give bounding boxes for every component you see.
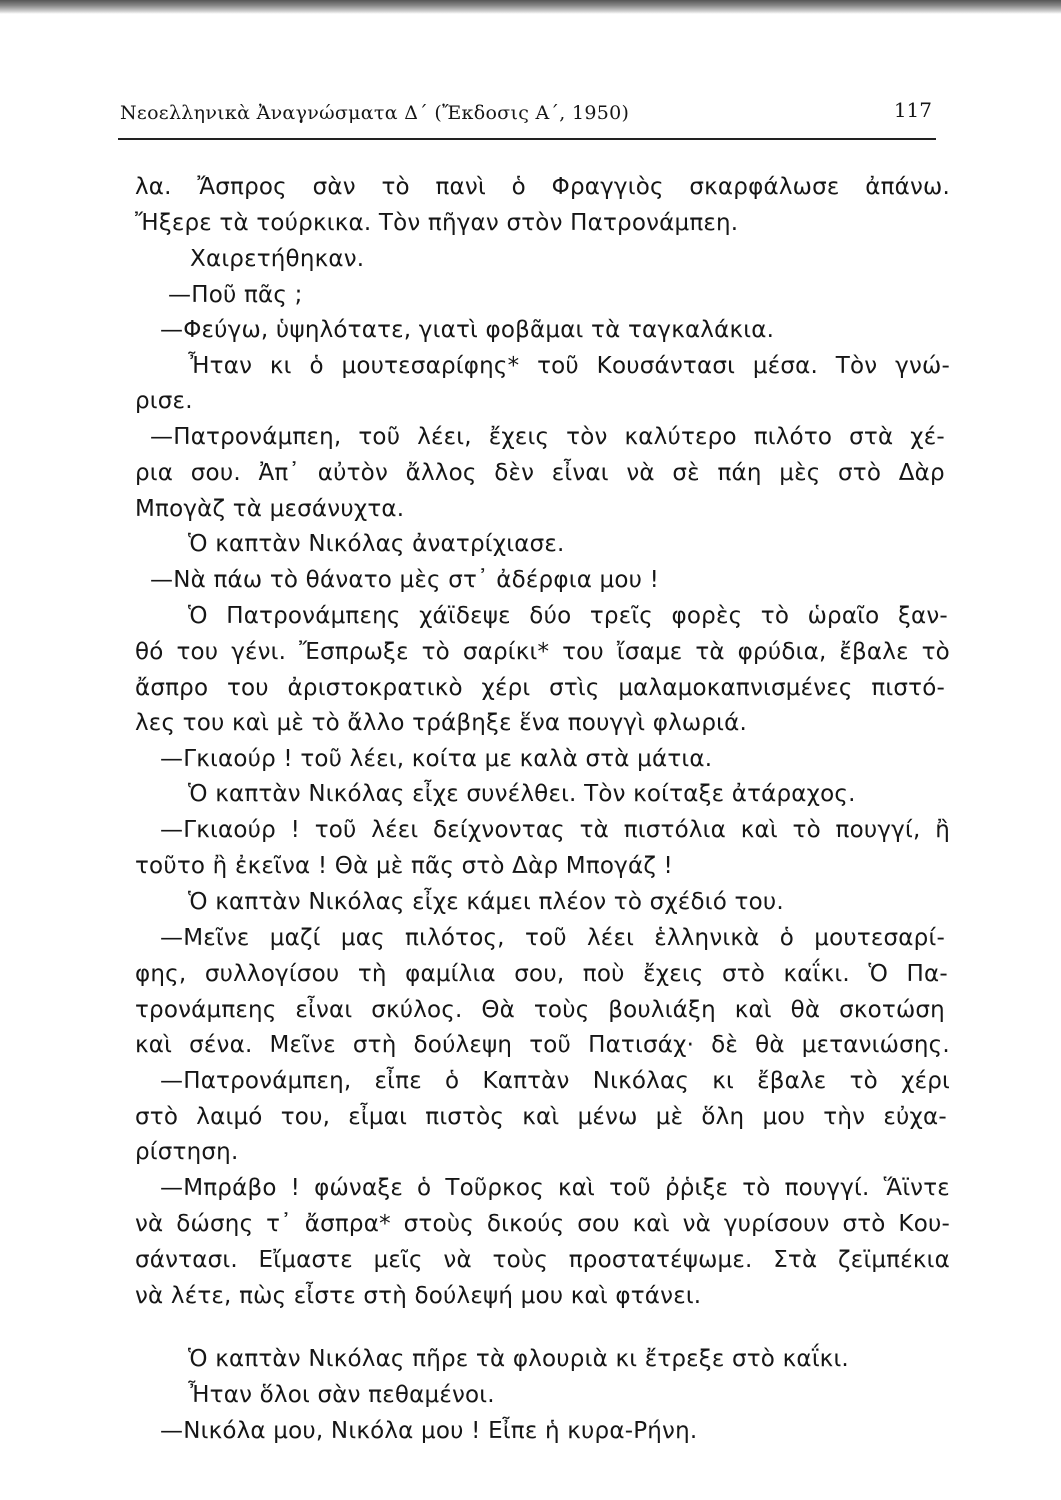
text-line: —Νὰ πάω τὸ θάνατο μὲς στ᾿ ἀδέρφια μου ! [150, 567, 660, 593]
header-title: Νεοελληνικὰ Ἀναγνώσματα Δ΄ (Ἔκδοσις Α΄, 1950) [120, 102, 630, 124]
text-line: Ἦταν ὅλοι σὰν πεθαμένοι. [188, 1382, 495, 1408]
text-line: φης, συλλογίσου τὴ φαμίλια σου, ποὺ ἔχεις στὸ καΐκι. Ὁ Πα- [135, 961, 948, 987]
text-line: σάντασι. Εἴμαστε μεῖς νὰ τοὺς προστατέψωμε. Στὰ ζεϊμπέκια [135, 1247, 950, 1273]
text-line: Ἦταν κι ὁ μουτεσαρίφης* τοῦ Κουσάντασι μέσα. Τὸν γνώ- [188, 353, 950, 379]
text-line: τρονάμπεης εἶναι σκύλος. Θὰ τοὺς βουλιάξη καὶ θὰ σκοτώση [135, 997, 945, 1023]
text-line: τοῦτο ἢ ἐκεῖνα ! Θὰ μὲ πᾶς στὸ Δὰρ Μπογάζ ! [135, 853, 673, 879]
text-line: —Γκιαούρ ! τοῦ λέει, κοίτα με καλὰ στὰ μάτια. [160, 746, 713, 772]
text-line: Μπογὰζ τὰ μεσάνυχτα. [135, 496, 405, 522]
text-line: λα. Ἄσπρος σὰν τὸ πανὶ ὁ Φραγγιὸς σκαρφάλωσε ἀπάνω. [135, 174, 950, 200]
text-line: λες του καὶ μὲ τὸ ἄλλο τράβηξε ἕνα πουγγὶ φλωριά. [135, 710, 748, 736]
text-line: Ἤξερε τὰ τούρκικα. Τὸν πῆγαν στὸν Πατρονάμπεη. [135, 210, 739, 236]
text-line: Ὁ καπτὰν Νικόλας εἶχε συνέλθει. Τὸν κοίταξε ἀτάραχος. [188, 781, 856, 807]
text-line: Ὁ καπτὰν Νικόλας ἀνατρίχιασε. [188, 531, 565, 557]
text-line: θό του γένι. Ἔσπρωξε τὸ σαρίκι* του ἴσαμε τὰ φρύδια, ἔβαλε τὸ [135, 639, 950, 665]
text-line: νὰ λέτε, πὼς εἶστε στὴ δούλεψή μου καὶ φτάνει. [135, 1283, 702, 1309]
text-line: Χαιρετήθηκαν. [190, 246, 365, 272]
text-line: ρίστηση. [135, 1139, 239, 1165]
text-line: ἄσπρο του ἀριστοκρατικὸ χέρι στὶς μαλαμοκαπνισμένες πιστό- [135, 675, 945, 701]
page-number: 117 [893, 98, 932, 122]
text-line: —Γκιαούρ ! τοῦ λέει δείχνοντας τὰ πιστόλια καὶ τὸ πουγγί, ἢ [160, 817, 950, 843]
text-line: ρια σου. Ἀπ᾿ αὐτὸν ἄλλος δὲν εἶναι νὰ σὲ πάη μὲς στὸ Δὰρ [135, 460, 945, 486]
text-line: —Μεῖνε μαζί μας πιλότος, τοῦ λέει ἑλληνικὰ ὁ μουτεσαρί- [160, 925, 945, 951]
text-line: στὸ λαιμό του, εἶμαι πιστὸς καὶ μένω μὲ ὅλη μου τὴν εὐχα- [135, 1104, 947, 1130]
text-line: —Νικόλα μου, Νικόλα μου ! Εἶπε ἡ κυρα-Ρήνη. [160, 1418, 698, 1444]
text-line: Ὁ καπτὰν Νικόλας πῆρε τὰ φλουριὰ κι ἔτρεξε στὸ καΐκι. [188, 1346, 849, 1372]
text-line: νὰ δώσης τ᾿ ἄσπρα* στοὺς δικούς σου καὶ νὰ γυρίσουν στὸ Κου- [135, 1211, 950, 1237]
text-line: —Πατρονάμπεη, τοῦ λέει, ἔχεις τὸν καλύτερο πιλότο στὰ χέ- [150, 424, 945, 450]
text-line: ρισε. [135, 388, 193, 414]
text-line: Ὁ Πατρονάμπεης χάϊδεψε δύο τρεῖς φορὲς τὸ ὡραῖο ξαν- [188, 603, 948, 629]
text-line: —Ποῦ πᾶς ; [168, 282, 303, 308]
text-line: Ὁ καπτὰν Νικόλας εἶχε κάμει πλέον τὸ σχέδιό του. [188, 889, 784, 915]
text-line: καὶ σένα. Μεῖνε στὴ δούλεψη τοῦ Πατισάχ· δὲ θὰ μετανιώσης. [135, 1032, 950, 1058]
text-line: —Μπράβο ! φώναξε ὁ Τοῦρκος καὶ τοῦ ῤῥιξε τὸ πουγγί. Ἅϊντε [160, 1175, 950, 1201]
text-line: —Πατρονάμπεη, εἶπε ὁ Καπτὰν Νικόλας κι ἔβαλε τὸ χέρι [160, 1068, 950, 1094]
text-line: —Φεύγω, ὑψηλότατε, γιατὶ φοβᾶμαι τὰ ταγκαλάκια. [160, 317, 775, 343]
